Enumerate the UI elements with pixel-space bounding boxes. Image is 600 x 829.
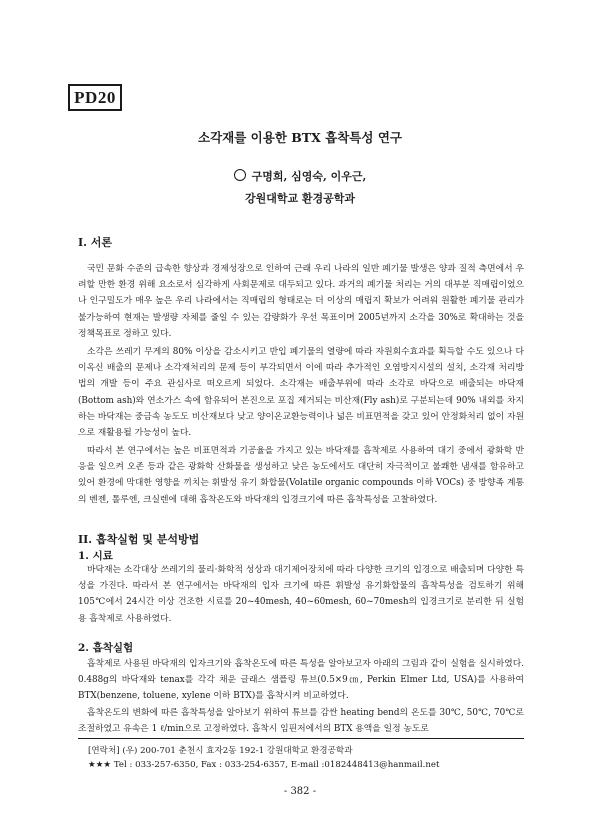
contact-phone-email: ★★★ Tel : 033-257-6350, Fax : 033-254-6357, E-mail :0182448413@hanmail.net: [88, 760, 440, 770]
experiment-paragraph-1: 흡착제로 사용된 바닥재의 입자크기와 흡착온도에 따른 특성을 알아보고자 아래의 그림과 같이 실험을 실시하였다. 0.488g의 바닥재와 tenax를 각각 채운 글래스 샘플링 튜브(0.5×9㎝, Perkin Elmer Ltd, USA)를 사용하여 BTX(benzene, toluene, xylene 이하 BTX)를 흡착시켜 비교하였다.: [78, 659, 524, 702]
paper-title: 소각재를 이용한 BTX 흡착특성 연구: [198, 130, 402, 145]
intro-paragraph-3: 따라서 본 연구에서는 높은 비표면적과 기공율을 가지고 있는 바닥재를 흡착제로 사용하여 대기 중에서 광화학 반응을 일으켜 오존 등과 같은 광화학 산화물을 생성하고 낮은 농도에서도 대단히 자극적이고 불쾌한 냄새를 함유하고 있어 환경에 막대한 영향을 끼치는 휘발성 유기 화합물(Volatile organic compounds 이하 VOCs) 중 방향족 계통의 벤젠, 톨루엔, 크실렌에 대해 흡착온도와 바닥재의 입경크기에 따른 흡착특성을 고찰하였다.: [78, 446, 524, 505]
footer-divider: [78, 738, 524, 739]
subsection-heading-sample: 1. 시료: [78, 550, 113, 562]
author-names: 구명희, 심영숙, 이우근,: [251, 170, 367, 183]
sample-paragraph: 바닥재는 소각대상 쓰레기의 물리·화학적 성상과 대기제어장치에 따라 다양한 크기의 입경으로 배출되며 다양한 특성을 가진다. 따라서 본 연구에서는 바닥재의 입자 크기에 따른 휘발성 유기화합물의 흡착특성을 검토하기 위해 105℃에서 24시간 이상 건조한 시료를 20~40mesh, 40~60mesh, 60~70mesh의 입경크기로 분리한 뒤 실험용 흡착제로 사용하였다.: [78, 565, 524, 624]
intro-paragraph-1: 국민 문화 수준의 급속한 향상과 경제성장으로 인하여 근래 우리 나라의 일반 폐기물 발생은 양과 질적 측면에서 우려할 만한 환경 위해 요소로서 심각하게 사회문제로 대두되고 있다. 과거의 폐기물 처리는 거의 대부분 직매립이었으나 인구밀도가 매우 높은 우리 나라에서는 직매립의 형태로는 더 이상의 매립지 확보가 어려워 원활한 폐기물 관리가 불가능하여 현재는 발생량 자체를 줄일 수 있는 감량화가 우선 목표이며 2005년까지 소각을 30%로 확대하는 것을 정책목표로 정하고 있다.: [78, 264, 524, 339]
section-heading-methods: II. 흡착실험 및 분석방법: [78, 533, 200, 546]
presenter-circle-icon: [234, 169, 246, 181]
section-heading-intro: I. 서론: [78, 236, 113, 249]
intro-paragraph-2: 소각은 쓰레기 무게의 80% 이상을 감소시키고 반입 폐기물의 열량에 따라 자원회수효과를 획득할 수도 있으나 다이옥신 배출의 문제나 소각재처리의 문제 등이 부각되면서 이에 따라 추가적인 오염방지시설의 설치, 소각재 처리방법의 개발 등이 주요 관심사로 떠오르게 되었다. 소각재는 배출부위에 따라 소각로 바닥으로 배출되는 바닥재(Bottom ash)와 연소가스 속에 함유되어 본진으로 포집 제거되는 비산재(Fly ash)로 구분되는데 90% 내외를 차지하는 바닥재는 중금속 농도도 비산재보다 낮고 양이온교환능력이나 넓은 비표면적을 갖고 있어 안정화처리 없이 자원으로 재활용될 가능성이 높다.: [78, 347, 524, 439]
affiliation: 강원대학교 환경공학과: [244, 192, 356, 205]
subsection-heading-experiment: 2. 흡착실험: [78, 642, 134, 654]
experiment-paragraph-2: 흡착온도의 변화에 따른 흡착특성을 알아보기 위하여 튜브를 감싼 heating bend의 온도를 30℃, 50℃, 70℃로 조절하였고 유속은 1 ℓ/min으로 고정하였다. 흡착시 임핀저에서의 BTX 용액을 일정 농도로: [78, 708, 524, 735]
page-number: - 382 -: [283, 786, 317, 797]
authors-line: [0, 168, 600, 184]
session-badge: PD20: [68, 84, 122, 111]
contact-address: [연락처] (우) 200-701 춘천시 효자2동 192-1 강원대학교 환경공학과: [88, 746, 353, 756]
